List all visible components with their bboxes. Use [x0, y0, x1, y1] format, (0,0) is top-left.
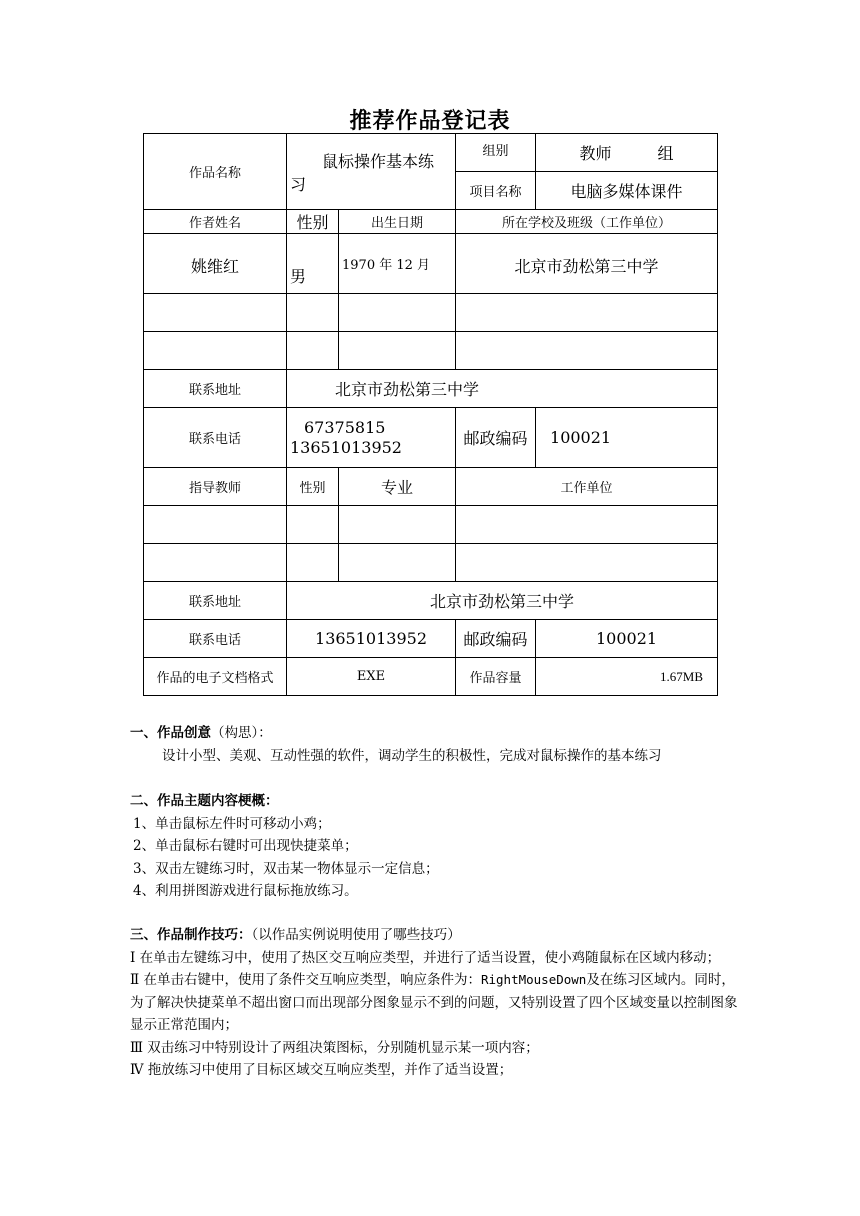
- address-value: 北京市劲松第三中学: [287, 370, 718, 408]
- phone2-label: 联系电话: [144, 620, 287, 658]
- postcode2-value: 100021: [536, 620, 718, 658]
- section2-item: 1、单击鼠标左件时可移动小鸡；: [133, 815, 331, 832]
- phone-value: [287, 408, 456, 468]
- project-value: 电脑多媒体课件: [536, 172, 718, 210]
- empty-cell: [287, 506, 339, 544]
- section3-p2-part-a: Ⅱ 在单击右键中，使用了条件交互响应类型，响应条件为：: [130, 972, 481, 988]
- empty-cell: [339, 294, 456, 332]
- advisor-gender-header: 性别: [287, 468, 339, 506]
- section-techniques: [130, 924, 740, 1082]
- empty-cell: [144, 294, 287, 332]
- author-gender: 男: [287, 234, 339, 294]
- section3-p2-code: RightMouseDown: [480, 972, 587, 987]
- section3-paragraph-1: Ⅰ 在单击左键练习中，使用了热区交互响应类型，并进行了适当设置，使小鸡随鼠标在区域内移动；: [130, 949, 721, 966]
- section1-heading-note: （构思）：: [211, 725, 272, 741]
- empty-cell: [144, 332, 287, 370]
- page-title: 推荐作品登记表: [349, 108, 511, 134]
- phone2-value: 13651013952: [287, 620, 456, 658]
- section2-item: 3、双击左键练习时，双击某一物体显示一定信息；: [133, 860, 439, 877]
- section2-item: 2、单击鼠标右键时可出现快捷菜单；: [133, 838, 358, 854]
- empty-cell: [287, 544, 339, 582]
- work-unit-header: 工作单位: [456, 468, 718, 506]
- school-header: 所在学校及班级（工作单位）: [456, 210, 718, 234]
- author-school: 北京市劲松第三中学: [456, 234, 718, 294]
- registration-table: [143, 133, 718, 696]
- section1-text: 设计小型、美观、互动性强的软件，调动学生的积极性，完成对鼠标操作的基本练习: [162, 747, 662, 764]
- format-label: 作品的电子文档格式: [144, 658, 287, 696]
- author-name: 姚维红: [144, 234, 287, 294]
- empty-cell: [144, 506, 287, 544]
- section-content-summary: [130, 790, 740, 903]
- work-name-value: [287, 134, 456, 210]
- size-label: 作品容量: [456, 658, 536, 696]
- address2-value: 北京市劲松第三中学: [287, 582, 718, 620]
- section3-paragraph-4: Ⅳ 拖放练习中使用了目标区域交互响应类型，并作了适当设置；: [130, 1062, 513, 1078]
- section-creative-idea: [130, 722, 740, 767]
- section3-paragraph-3: Ⅲ 双击练习中特别设计了两组决策图标，分别随机显示某一项内容；: [130, 1039, 539, 1056]
- work-name-line2: 习: [290, 174, 307, 194]
- empty-cell: [339, 332, 456, 370]
- empty-cell: [456, 294, 718, 332]
- group-value-a: 教师: [579, 144, 612, 163]
- empty-cell: [339, 506, 456, 544]
- work-name-label: 作品名称: [144, 134, 287, 210]
- group-value: [536, 134, 718, 172]
- author-birth: 1970 年 12 月: [339, 234, 456, 294]
- birth-date-header: 出生日期: [339, 210, 456, 234]
- section2-heading: 二、作品主题内容梗概：: [130, 793, 279, 809]
- author-name-header: 作者姓名: [144, 210, 287, 234]
- phone-value-2: 13651013952: [290, 437, 402, 457]
- format-value: EXE: [287, 658, 456, 696]
- postcode-label: 邮政编码: [456, 408, 536, 468]
- empty-cell: [144, 544, 287, 582]
- advisor-header: 指导教师: [144, 468, 287, 506]
- section1-heading: 一、作品创意: [130, 725, 211, 741]
- empty-cell: [456, 332, 718, 370]
- section3-heading-note: （以作品实例说明使用了哪些技巧）: [251, 927, 461, 943]
- section3-p2-part-b: 及在练习区域内。同时，为了解决快捷菜单不超出窗口而出现部分图象显示不到的问题，又特别设置了四个区域变量以控制图象显示正常范围内；: [130, 972, 738, 1033]
- work-name-line1: 鼠标操作基本练: [322, 151, 435, 171]
- postcode2-label: 邮政编码: [456, 620, 536, 658]
- author-gender-header: 性别: [287, 210, 339, 234]
- postcode-value: 100021: [536, 408, 718, 468]
- empty-cell: [339, 544, 456, 582]
- project-label: 项目名称: [456, 172, 536, 210]
- group-label: 组别: [456, 134, 536, 172]
- phone-label: 联系电话: [144, 408, 287, 468]
- empty-cell: [456, 506, 718, 544]
- section2-item: 4、利用拼图游戏进行鼠标拖放练习。: [133, 883, 358, 899]
- section3-heading: 三、作品制作技巧：: [130, 927, 252, 943]
- empty-cell: [287, 332, 339, 370]
- address-label: 联系地址: [144, 370, 287, 408]
- major-header: 专业: [339, 468, 456, 506]
- section3-paragraph-2: [130, 969, 740, 1037]
- size-value: 1.67MB: [536, 658, 718, 696]
- address2-label: 联系地址: [144, 582, 287, 620]
- group-value-b: 组: [657, 144, 674, 163]
- empty-cell: [287, 294, 339, 332]
- empty-cell: [456, 544, 718, 582]
- phone-value-1: 67375815: [304, 417, 386, 437]
